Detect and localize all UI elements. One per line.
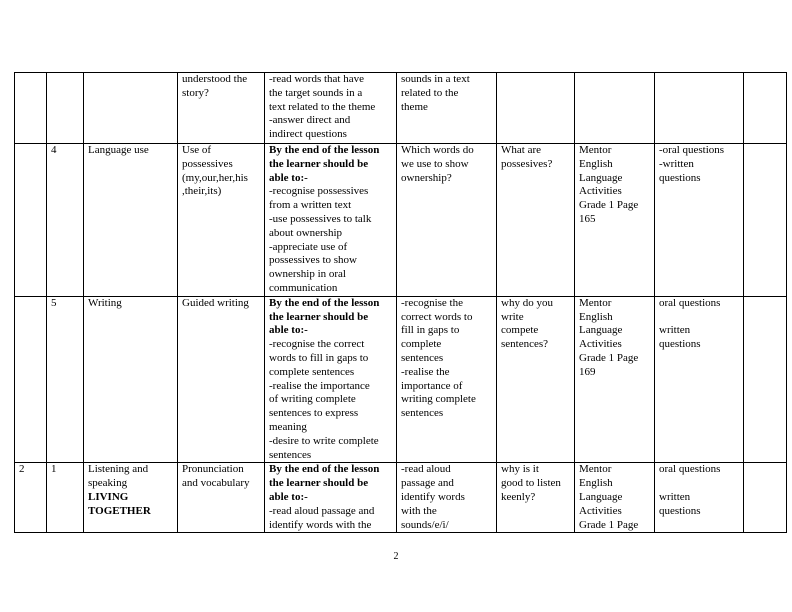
- lesson-cell: [47, 73, 84, 144]
- inquiry-cell: why do you write compete sentences?: [497, 296, 575, 463]
- outcomes-heading: By the end of the lesson the learner should be able to:-: [269, 463, 380, 503]
- outcomes-cell: [265, 73, 397, 144]
- strand-cell: [84, 463, 178, 533]
- assessment-cell: oral questions written questions: [655, 296, 744, 463]
- lesson-cell: 4: [47, 144, 84, 297]
- resources-cell: [575, 73, 655, 144]
- outcomes-text: -read aloud passage and identify words with the: [269, 504, 375, 531]
- table-row: [15, 73, 787, 144]
- lesson-cell: 5: [47, 296, 84, 463]
- experiences-cell: sounds in a text related to the theme: [397, 73, 497, 144]
- assessment-cell: oral questions written questions: [655, 463, 744, 533]
- resources-cell: Mentor English Language Activities Grade 1 Page 165: [575, 144, 655, 297]
- sub-strand-cell: Pronunciation and vocabulary: [178, 463, 265, 533]
- experiences-cell: Which words do we use to show ownership?: [397, 144, 497, 297]
- reflection-cell: [744, 73, 787, 144]
- week-cell: [15, 296, 47, 463]
- reflection-cell: [744, 296, 787, 463]
- experiences-cell: -read aloud passage and identify words with the sounds/e/i/: [397, 463, 497, 533]
- outcomes-text: -recognise the correct words to fill in gaps to complete sentences -realise the importance of writing complete sentences to express meaning -desire to write complete sentences: [269, 338, 379, 461]
- page-number: 2: [393, 551, 399, 562]
- outcomes-cell: [265, 296, 397, 463]
- lesson-cell: 1: [47, 463, 84, 533]
- assessment-cell: [655, 73, 744, 144]
- outcomes-heading: By the end of the lesson the learner should be able to:-: [269, 296, 380, 337]
- sub-strand-cell: understood the story?: [178, 73, 265, 144]
- table-row: [15, 144, 787, 297]
- outcomes-cell: [265, 144, 397, 297]
- table-row: [15, 463, 787, 533]
- scheme-of-work-table: [14, 72, 787, 533]
- outcomes-heading: By the end of the lesson the learner should be able to:-: [269, 144, 380, 184]
- week-cell: 2: [15, 463, 47, 533]
- inquiry-cell: What are possesives?: [497, 144, 575, 297]
- theme-title: LIVING TOGETHER: [88, 490, 151, 517]
- sub-strand-cell: Use of possessives (my,our,her,his ,their,its): [178, 144, 265, 297]
- strand-cell: [84, 73, 178, 144]
- resources-cell: Mentor English Language Activities Grade 1 Page: [575, 463, 655, 533]
- inquiry-cell: why is it good to listen keenly?: [497, 463, 575, 533]
- strand-text: Listening and speaking: [88, 463, 149, 490]
- reflection-cell: [744, 463, 787, 533]
- outcomes-cell: [265, 463, 397, 533]
- strand-cell: Writing: [84, 296, 178, 463]
- outcomes-text: -read words that have the target sounds in a text related to the theme -answer direct and indirect questions: [269, 73, 376, 141]
- table-row: [15, 296, 787, 463]
- experiences-cell: -recognise the correct words to fill in gaps to complete sentences -realise the importance of writing complete sentences: [397, 296, 497, 463]
- resources-cell: Mentor English Language Activities Grade 1 Page 169: [575, 296, 655, 463]
- week-cell: [15, 73, 47, 144]
- strand-cell: Language use: [84, 144, 178, 297]
- inquiry-cell: [497, 73, 575, 144]
- reflection-cell: [744, 144, 787, 297]
- assessment-cell: -oral questions -written questions: [655, 144, 744, 297]
- sub-strand-cell: Guided writing: [178, 296, 265, 463]
- outcomes-text: -recognise possessives from a written text -use possessives to talk about ownership -appreciate use of possessives to show ownership in oral communication: [269, 185, 372, 294]
- week-cell: [15, 144, 47, 297]
